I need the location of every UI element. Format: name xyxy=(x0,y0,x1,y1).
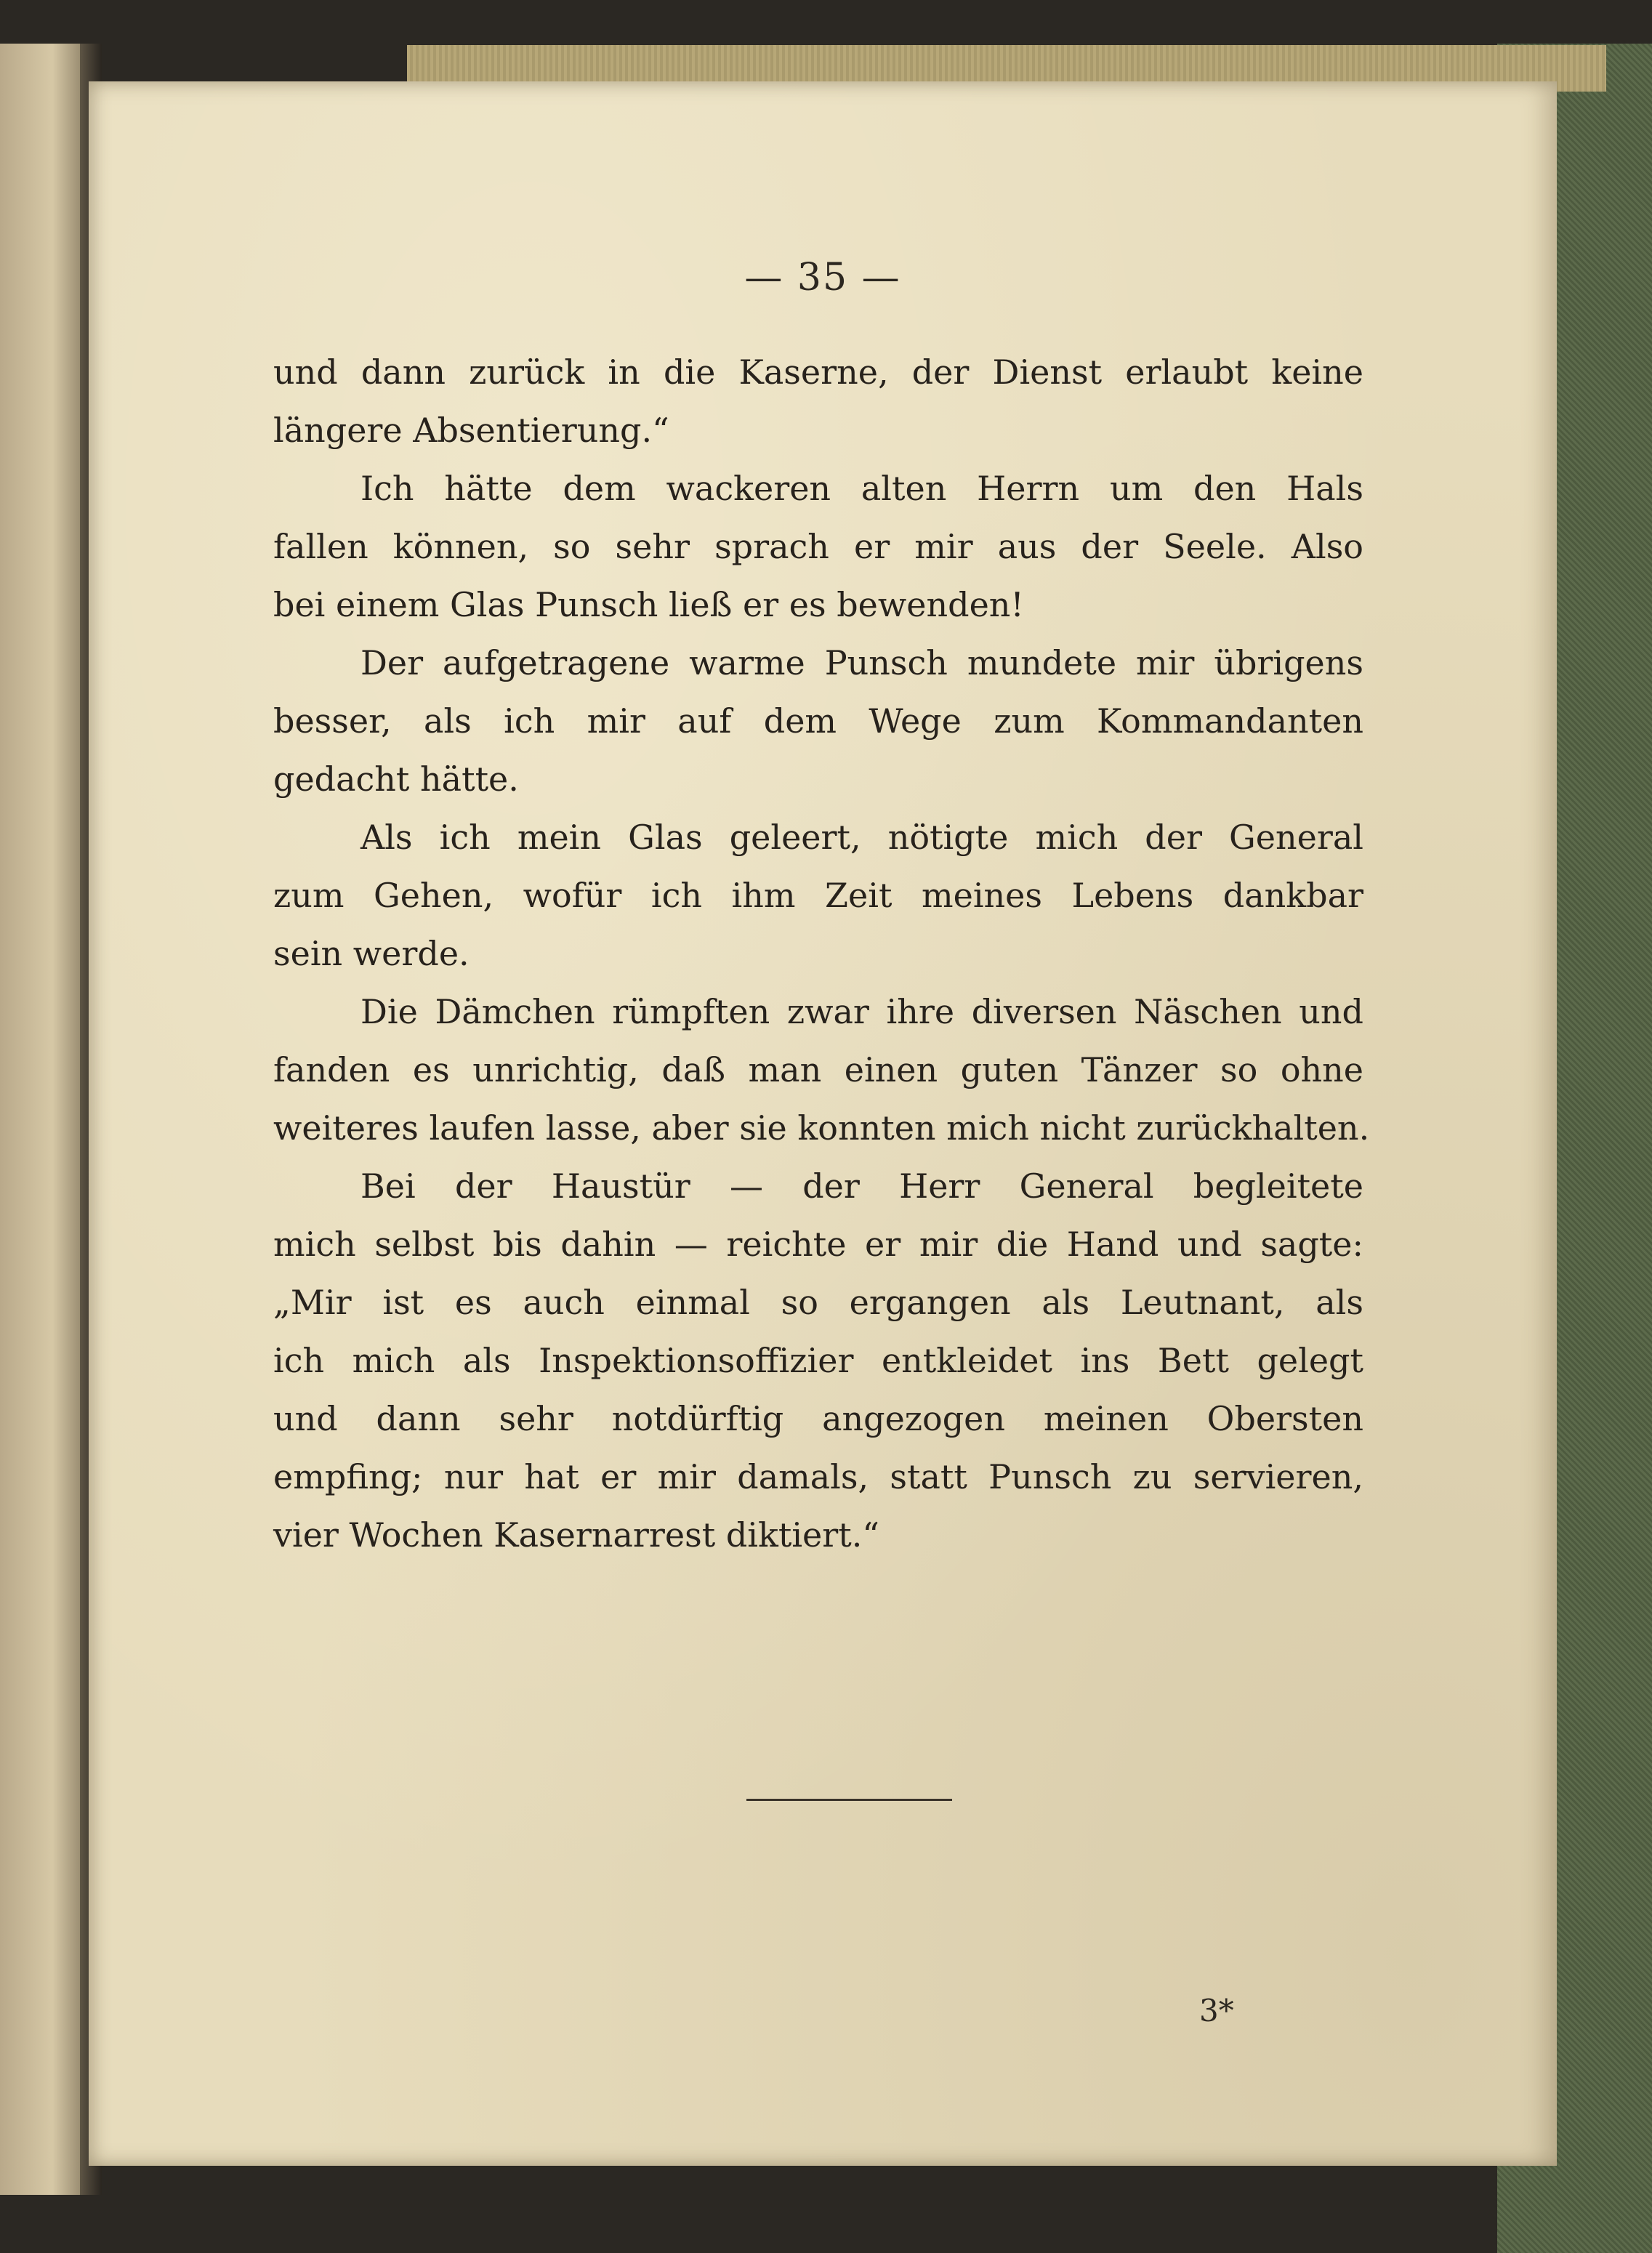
text-line: Ich hätte dem wackeren alten Herrn um den Hals xyxy=(360,469,1363,508)
text-line: fallen können, so sehr sprach er mir aus der Seele. Also xyxy=(273,527,1363,566)
text-line: Die Dämchen rümpften zwar ihre diversen Näschen und xyxy=(360,992,1363,1031)
text-line: besser, als ich mir auf dem Wege zum Kommandanten xyxy=(273,701,1363,741)
text-line: mich selbst bis dahin — reichte er mir die Hand und sagte: xyxy=(273,1225,1363,1264)
text-line: weiteres laufen lasse, aber sie konnten mich nicht zurückhalten. xyxy=(273,1108,1370,1148)
text-line: empfing; nur hat er mir damals, statt Punsch zu servieren, xyxy=(273,1457,1363,1496)
text-line: fanden es unrichtig, daß man einen guten Tänzer so ohne xyxy=(273,1050,1363,1089)
text-line: „Mir ist es auch einmal so ergangen als Leutnant, als xyxy=(273,1283,1363,1322)
page-text xyxy=(273,343,1370,1564)
text-line: Als ich mein Glas geleert, nötigte mich der General xyxy=(360,818,1363,857)
signature-mark: 3* xyxy=(1199,1993,1234,2028)
text-line: sein werde. xyxy=(273,934,470,973)
text-line: und dann zurück in die Kaserne, der Dienst erlaubt keine xyxy=(273,352,1363,392)
text-line: längere Absentierung.“ xyxy=(273,411,669,450)
page-number: — 35 — xyxy=(744,256,901,299)
text-line: zum Gehen, wofür ich ihm Zeit meines Lebens dankbar xyxy=(273,876,1363,915)
book-page xyxy=(89,81,1557,2166)
text-line: ich mich als Inspektionsoffizier entkleidet ins Bett gelegt xyxy=(273,1341,1363,1380)
text-line: vier Wochen Kasernarrest diktiert.“ xyxy=(273,1515,879,1555)
text-line: gedacht hätte. xyxy=(273,759,519,799)
text-line: Der aufgetragene warme Punsch mundete mir übrigens xyxy=(360,643,1363,682)
text-line: bei einem Glas Punsch ließ er es bewenden! xyxy=(273,585,1024,624)
previous-page-edge xyxy=(0,44,87,2195)
text-line: und dann sehr notdürftig angezogen meinen Obersten xyxy=(273,1399,1363,1438)
section-end-rule xyxy=(746,1799,952,1801)
text-line: Bei der Haustür — der Herr General begleitete xyxy=(360,1166,1363,1206)
